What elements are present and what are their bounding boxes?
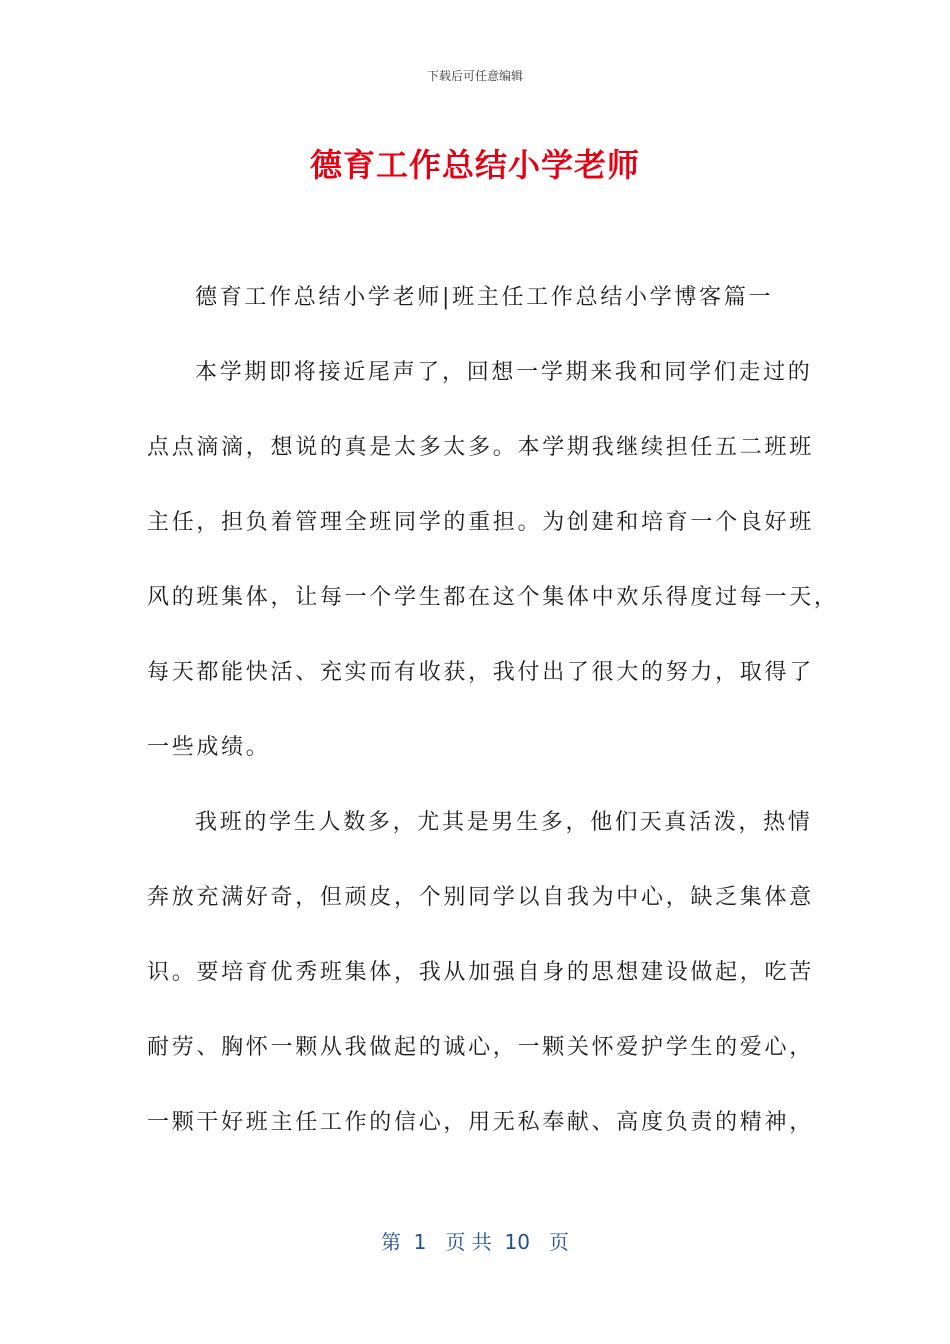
body-line: 德育工作总结小学老师|班主任工作总结小学博客篇一 [195, 285, 774, 310]
body-line: 奔放充满好奇，但顽皮，个别同学以自我为中心，缺乏集体意 [147, 885, 814, 910]
body-line: 耐劳、胸怀一颗从我做起的诚心，一颗关怀爱护学生的爱心， [147, 1035, 814, 1060]
document-title: 德育工作总结小学老师 [309, 146, 640, 184]
body-line: 点点滴滴，想说的真是太多太多。本学期我继续担任五二班班 [147, 435, 814, 460]
body-line: 主任，担负着管理全班同学的重担。为创建和培育一个良好班 [147, 510, 814, 535]
body-line: 风的班集体，让每一个学生都在这个集体中欢乐得度过每一天， [147, 585, 839, 610]
page-number-footer: 第 1 页 共 10 页 [380, 1230, 570, 1254]
body-line: 每天都能快活、充实而有收获，我付出了很大的努力，取得了 [147, 660, 814, 685]
body-line: 一颗干好班主任工作的信心，用无私奉献、高度负责的精神， [147, 1110, 814, 1135]
body-line: 本学期即将接近尾声了，回想一学期来我和同学们走过的 [195, 360, 813, 385]
body-line: 我班的学生人数多，尤其是男生多，他们天真活泼，热情 [195, 810, 813, 835]
body-line: 一些成绩。 [147, 735, 271, 760]
body-line: 识。要培育优秀班集体，我从加强自身的思想建设做起，吃苦 [147, 960, 814, 985]
document-body [147, 276, 839, 1176]
header-note: 下载后可任意编辑 [426, 69, 523, 83]
